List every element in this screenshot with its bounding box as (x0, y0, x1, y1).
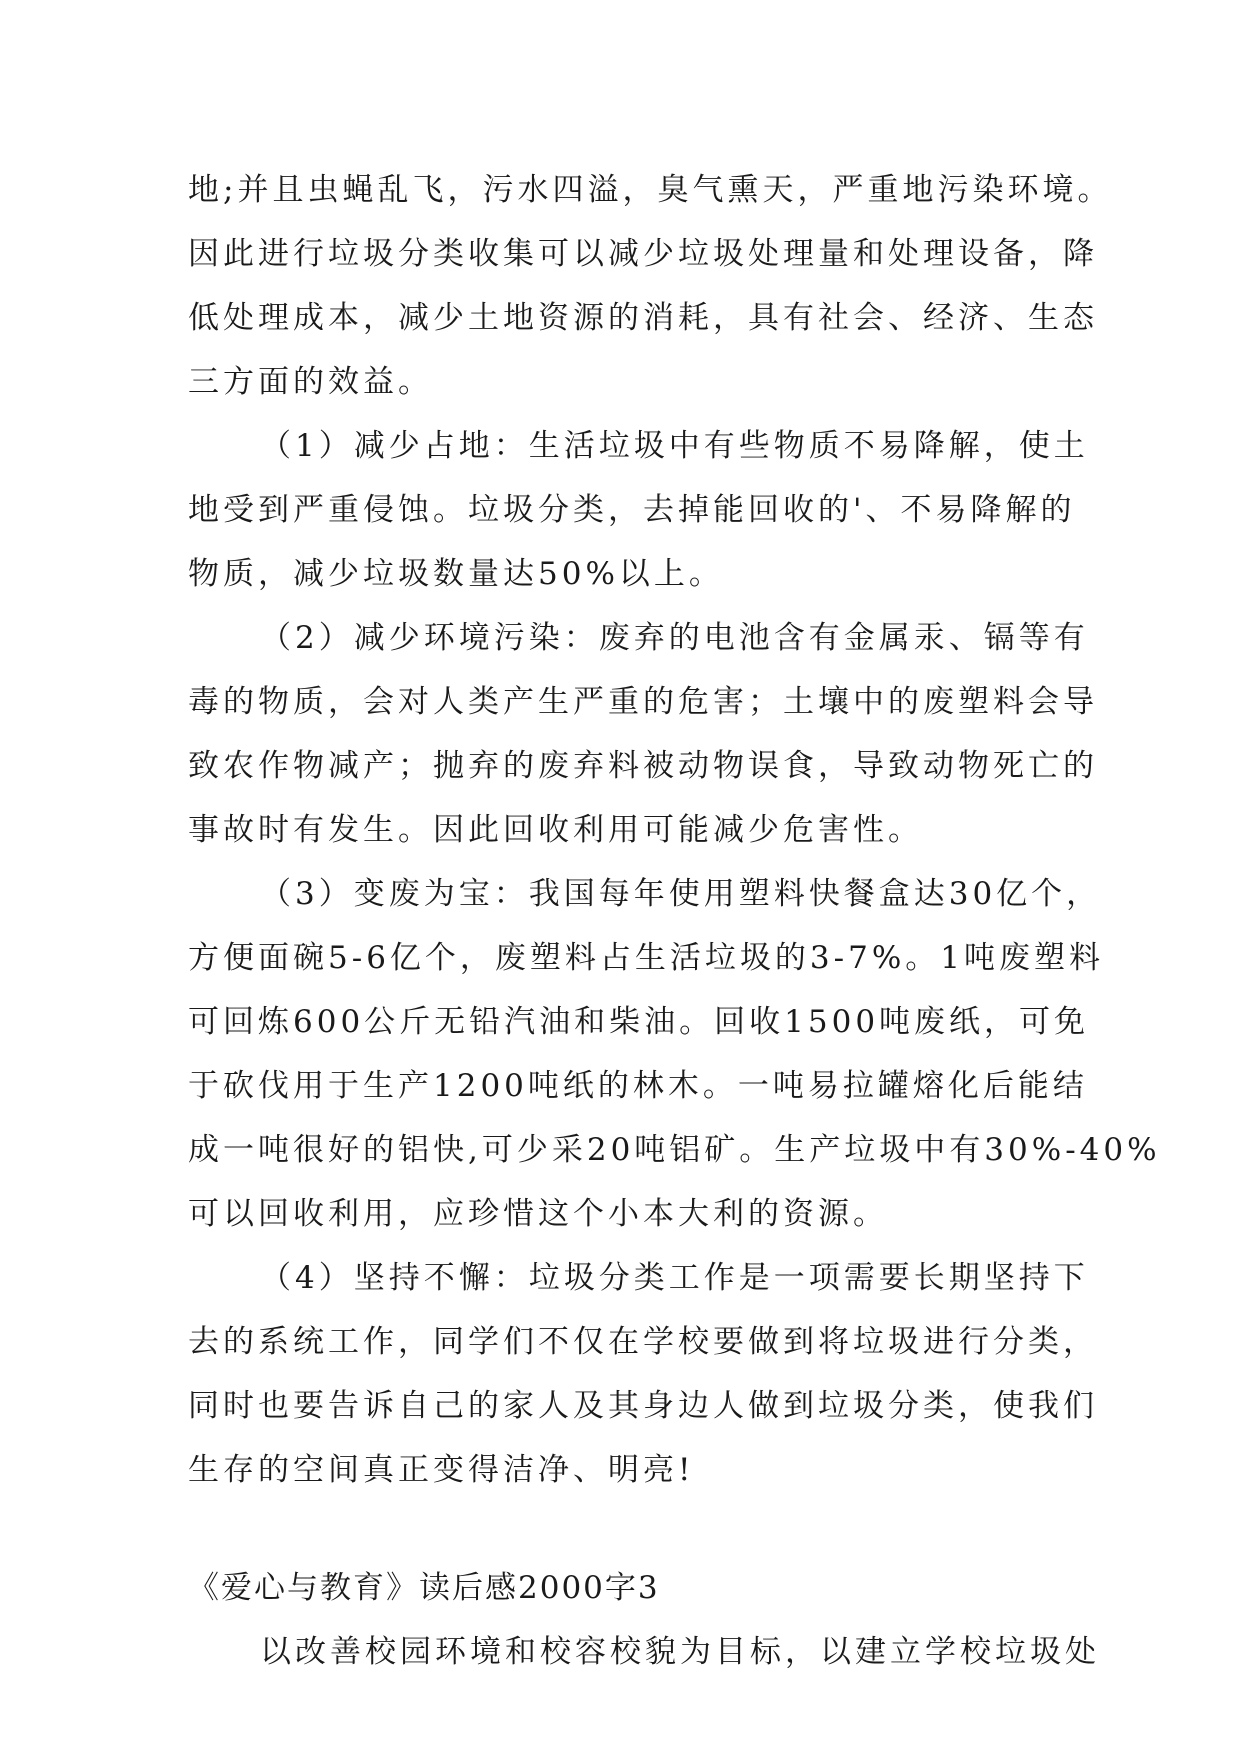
text-line: 物质，减少垃圾数量达50%以上。 (188, 556, 724, 592)
text-line: 可以回收利用，应珍惜这个小本大利的资源。 (188, 1196, 888, 1232)
section-title: 《爱心与教育》读后感2000字3 (188, 1570, 660, 1606)
text-line: （4）坚持不懈：垃圾分类工作是一项需要长期坚持下 (260, 1260, 1089, 1296)
text-line: 成一吨很好的铝快,可少采20吨铝矿。生产垃圾中有30%-40% (188, 1132, 1161, 1168)
text-line: 方便面碗5-6亿个，废塑料占生活垃圾的3-7%。1吨废塑料 (188, 940, 1105, 976)
text-line: （2）减少环境污染：废弃的电池含有金属汞、镉等有 (260, 620, 1089, 656)
point-2-paragraph (188, 606, 1108, 862)
text-line: 三方面的效益。 (188, 364, 433, 400)
text-line: 生存的空间真正变得洁净、明亮! (188, 1452, 695, 1488)
document-body (188, 158, 1161, 1684)
text-line: （1）减少占地：生活垃圾中有些物质不易降解，使土 (260, 428, 1089, 464)
point-1-paragraph (188, 414, 1108, 606)
text-line: 地;并且虫蝇乱飞，污水四溢，臭气熏天，严重地污染环境。 (188, 172, 1113, 208)
point-4-paragraph (188, 1246, 1108, 1502)
text-line: 可回炼600公斤无铅汽油和柴油。回收1500吨废纸，可免 (188, 1004, 1090, 1040)
intro-paragraph (188, 158, 1113, 414)
text-line: 以改善校园环境和校容校貌为目标，以建立学校垃圾处 (260, 1634, 1100, 1670)
text-line: 同时也要告诉自己的家人及其身边人做到垃圾分类，使我们 (188, 1388, 1098, 1424)
text-line: 事故时有发生。因此回收利用可能减少危害性。 (188, 812, 923, 848)
text-line: 低处理成本，减少土地资源的消耗，具有社会、经济、生态 (188, 300, 1098, 336)
point-3-paragraph (188, 862, 1161, 1246)
text-line: （3）变废为宝：我国每年使用塑料快餐盒达30亿个， (260, 876, 1102, 912)
text-line: 地受到严重侵蚀。垃圾分类，去掉能回收的'、不易降解的 (188, 492, 1076, 528)
section-spacer (188, 1502, 1108, 1556)
text-line: 于砍伐用于生产1200吨纸的林木。一吨易拉罐熔化后能结 (188, 1068, 1088, 1104)
text-line: 因此进行垃圾分类收集可以减少垃圾处理量和处理设备，降 (188, 236, 1098, 272)
text-line: 毒的物质，会对人类产生严重的危害；土壤中的废塑料会导 (188, 684, 1098, 720)
text-line: 去的系统工作，同学们不仅在学校要做到将垃圾进行分类， (188, 1324, 1098, 1360)
text-line: 致农作物减产；抛弃的废弃料被动物误食，导致动物死亡的 (188, 748, 1098, 784)
section-paragraph (188, 1620, 1108, 1684)
